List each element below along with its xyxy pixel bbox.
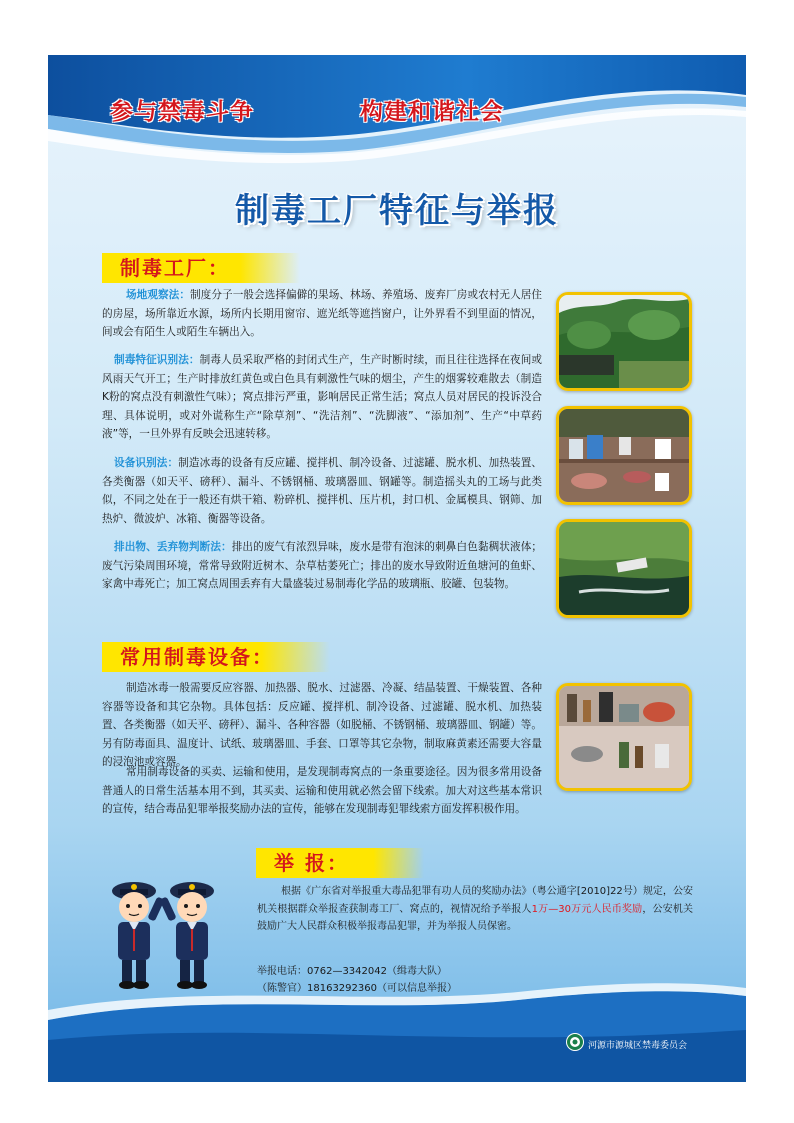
factory-item-waste bbox=[102, 538, 542, 594]
poster bbox=[48, 55, 746, 1082]
factory-item-site bbox=[102, 286, 542, 342]
equipment-heading: 常用制毒设备： bbox=[102, 642, 330, 672]
report-text-b: ，公安机关鼓励广大人民群众积极举报毒品犯罪，并为举报人员保密。 bbox=[257, 903, 694, 932]
report-phone-1: 举报电话：0762—3342042（缉毒大队） bbox=[257, 966, 447, 977]
item-label: 场地观察法： bbox=[126, 289, 191, 301]
page-title: 制毒工厂特征与举报 bbox=[235, 191, 559, 231]
report-heading: 举 报： bbox=[256, 848, 424, 878]
slogan-left: 参与禁毒斗争 bbox=[110, 99, 254, 125]
equipment-paragraph-2: 常用制毒设备的买卖、运输和使用，是发现制毒窝点的一条重要途径。因为很多常用设备普通人的日常生活基本用不到，其买卖、运输和使用就必然会留下线索。加大对这些基本常识的宣传，结合毒品犯罪举报奖励办法的宣传，能够在发现制毒犯罪线索方面发挥积极作用。 bbox=[102, 766, 542, 816]
photo-workshop bbox=[556, 406, 692, 505]
item-label: 排出物、丢弃物判断法： bbox=[114, 541, 232, 553]
report-phone-2: （陈警官）18163292360（可以信息举报） bbox=[257, 983, 457, 994]
organization-name: 河源市源城区禁毒委员会 bbox=[588, 1041, 688, 1051]
photo-orchard bbox=[556, 292, 692, 391]
factory-item-feature bbox=[102, 351, 542, 444]
item-text: 制造冰毒的设备有反应罐、搅拌机、制冷设备、过滤罐、脱水机、加热装置、各类衡器（如天平、磅秤）、漏斗、不锈钢桶、玻璃器皿、钢罐等。制造摇头丸的工场与此类似，不同之处在于一般还有烘干箱、粉碎机、搅拌机、压片机，封口机、金属模具、钢筛、加热炉、微波炉、冰箱、衡器等设备。 bbox=[102, 457, 542, 525]
slogan-right: 构建和谐社会 bbox=[360, 99, 504, 125]
item-label: 制毒特征识别法： bbox=[114, 354, 200, 366]
anti-drug-emblem-icon bbox=[566, 1033, 584, 1051]
item-text: 排出的废气有浓烈异味，废水是带有泡沫的刺鼻白色黏稠状液体；废气污染周围环境，常常导致附近树木、杂草枯萎死亡；排出的废水导致附近鱼塘河的鱼虾、家禽中毒死亡；加工窝点周围丢弃有大量盛装过易制毒化学品的玻璃瓶、胶罐、包装物。 bbox=[102, 541, 543, 591]
photo-polluted-pond bbox=[556, 519, 692, 618]
factory-item-equipment bbox=[102, 454, 542, 528]
reward-highlight: 1万—30万元人民币奖励 bbox=[531, 903, 643, 915]
factory-heading: 制毒工厂： bbox=[102, 253, 300, 283]
item-text: 制度分子一般会选择偏僻的果场、林场、养殖场、废弃厂房或农村无人居住的房屋，场所靠近水源，场所内长期用窗帘、遮光纸等遮挡窗户，让外界看不到里面的情况，间或会有陌生人或陌生车辆出入。 bbox=[102, 289, 543, 339]
photo-lab-equipment bbox=[556, 683, 692, 791]
report-paragraph bbox=[257, 883, 693, 936]
item-label: 设备识别法： bbox=[114, 457, 179, 469]
equipment-paragraph-1: 制造冰毒一般需要反应容器、加热器、脱水、过滤器、冷凝、结晶装置、干燥装置、各种容器等设备和其它杂物。具体包括：反应罐、搅拌机、制冷设备、过滤罐、脱水机、加热装置、各类衡器（如天平、磅秤）、漏斗、各种容器（如脱桶、不锈钢桶、玻璃器皿、钢罐）等。另有防毒面具、温度计、试纸、玻璃器皿、手套、口罩等其它杂物，制取麻黄素还需要大容量的浸泡池或容器。 bbox=[102, 682, 542, 769]
item-text: 制毒人员采取严格的封闭式生产，生产时断时续，而且往往选择在夜间或风雨天气开工；生产时排放红黄色或白色具有刺激性气味的烟尘，产生的烟雾较难散去（制造K粉的窝点没有刺激性气味）；窝点排污严重，影响居民正常生活；窝点人员对居民的投诉没合理、具体说明，或对外谎称生产“除草剂”、“洗洁剂”、“洗脚液”、“添加剂”、生产“中草药液”等，一旦外界有反映会迅速转移。 bbox=[102, 354, 543, 441]
bottom-wave-band bbox=[48, 960, 746, 1082]
report-text-a: 根据《广东省对举报重大毒品犯罪有功人员的奖励办法》（粤公通字[2010]22号）规定，公安机关根据群众举报查获制毒工厂、窝点的，视情况给予举报人 bbox=[257, 886, 693, 915]
